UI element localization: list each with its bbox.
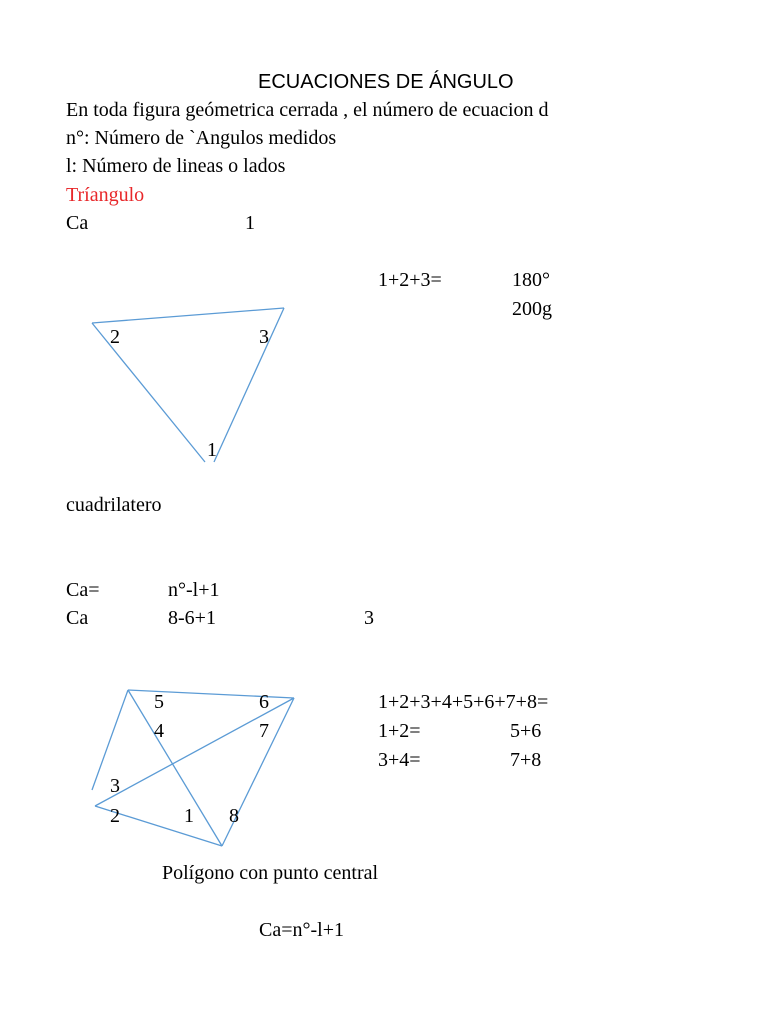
triangle-side-right — [214, 308, 284, 462]
triangle-side-top — [92, 308, 284, 323]
definition-n: n°: Número de `Angulos medidos — [66, 127, 337, 149]
quad-equation-a-right: 5+6 — [510, 720, 542, 742]
quad-angle-label: 4 — [154, 720, 164, 742]
quad-result: 3 — [364, 607, 374, 629]
triangle-vertex-label: 3 — [259, 326, 269, 348]
quad-angle-label: 1 — [184, 805, 194, 827]
quad-equation-a-left: 1+2= — [378, 720, 421, 742]
polygon-heading: Polígono con punto central — [162, 862, 379, 884]
triangle-degrees: 180° — [512, 269, 550, 291]
triangle-figure — [92, 308, 284, 462]
quad-angle-label: 7 — [259, 720, 269, 742]
quad-equation-b-right: 7+8 — [510, 749, 542, 771]
quad-angle-label: 2 — [110, 805, 120, 827]
quad-angle-label: 6 — [259, 691, 269, 713]
quad-angle-label: 8 — [229, 805, 239, 827]
triangle-heading: Tríangulo — [66, 184, 145, 206]
quad-angle-label: 5 — [154, 691, 164, 713]
triangle-vertex-label: 2 — [110, 326, 120, 348]
quad-formula: n°-l+1 — [168, 579, 220, 601]
quad-angle-label: 3 — [110, 775, 120, 797]
triangle-vertex-label: 1 — [207, 439, 217, 461]
triangle-side-left — [92, 323, 205, 462]
quad-equation-b-left: 3+4= — [378, 749, 421, 771]
quad-heading: cuadrilatero — [66, 494, 162, 516]
quad-side-top — [128, 690, 294, 698]
polygon-formula: Ca=n°-l+1 — [259, 919, 344, 941]
quad-diagonal-a — [128, 690, 222, 846]
quad-diagonal-b — [95, 698, 294, 806]
triangle-ca-label: Ca — [66, 212, 89, 234]
intro-text: En toda figura geómetrica cerrada , el número de ecuacion d — [66, 99, 549, 121]
quad-formula-label: Ca= — [66, 579, 100, 601]
definition-l: l: Número de lineas o lados — [66, 155, 286, 177]
quad-calc-label: Ca — [66, 607, 89, 629]
quad-equation-all: 1+2+3+4+5+6+7+8= — [378, 691, 549, 713]
triangle-grads: 200g — [512, 298, 552, 320]
triangle-ca-value: 1 — [245, 212, 255, 234]
quad-calc: 8-6+1 — [168, 607, 216, 629]
triangle-equation: 1+2+3= — [378, 269, 442, 291]
page-title: ECUACIONES DE ÁNGULO — [258, 71, 514, 93]
